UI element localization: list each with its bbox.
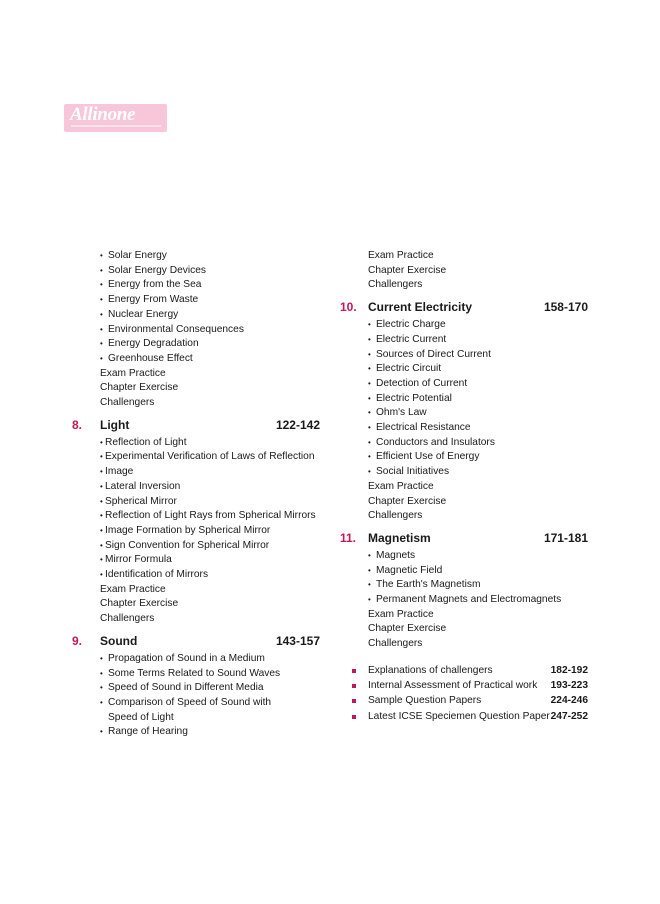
square-bullet-icon bbox=[340, 663, 368, 678]
appendix-pages: 193-223 bbox=[550, 680, 588, 692]
toc-topic: • Image bbox=[72, 465, 320, 480]
chapter-pages: 143-157 bbox=[275, 633, 320, 648]
appendix-entry[interactable] bbox=[340, 663, 588, 678]
chapter-title: Sound bbox=[100, 633, 138, 648]
toc-topic: • Permanent Magnets and Electromagnets bbox=[340, 593, 588, 608]
toc-extra: Chapter Exercise bbox=[100, 382, 179, 394]
appendix-title: Explanations of challengers bbox=[368, 664, 493, 676]
toc-extra: Challengers bbox=[368, 638, 423, 650]
chapter-pages: 171-181 bbox=[543, 530, 588, 545]
toc-topic: • Propagation of Sound in a Medium bbox=[72, 652, 320, 667]
toc-topic: • Spherical Mirror bbox=[72, 495, 320, 510]
toc-extra: Challengers bbox=[368, 279, 423, 291]
toc-topic: • Sources of Direct Current bbox=[340, 348, 588, 363]
appendix-title: Latest ICSE Speciemen Question Paper bbox=[368, 710, 550, 722]
toc-right-column bbox=[340, 249, 588, 724]
appendix-pages: 224-246 bbox=[550, 695, 588, 707]
chapter-number: 9. bbox=[72, 633, 83, 648]
square-bullet-icon bbox=[340, 709, 368, 724]
toc-extra: Chapter Exercise bbox=[368, 495, 447, 507]
toc-extra: Challengers bbox=[368, 510, 423, 522]
toc-topic: • Conductors and Insulators bbox=[340, 436, 588, 451]
toc-extra: Exam Practice bbox=[100, 367, 166, 379]
toc-extra: Challengers bbox=[100, 397, 155, 409]
toc-topic: • Solar Energy bbox=[72, 249, 320, 264]
toc-topic: • Reflection of Light bbox=[72, 436, 320, 451]
chapter-number: 11. bbox=[340, 530, 357, 545]
toc-extra: Chapter Exercise bbox=[100, 598, 179, 610]
toc-topic: • Nuclear Energy bbox=[72, 308, 320, 323]
toc-topic: • Speed of Sound in Different Media bbox=[72, 681, 320, 696]
chapter-number: 10. bbox=[340, 300, 357, 315]
square-bullet-icon bbox=[340, 693, 368, 708]
appendix-title: Sample Question Papers bbox=[368, 695, 482, 707]
chapter-heading-light[interactable] bbox=[72, 416, 320, 434]
toc-topic: • Greenhouse Effect bbox=[72, 352, 320, 367]
toc-topic: • Comparison of Speed of Sound with Speed of Light bbox=[72, 696, 320, 725]
chapter-number: 8. bbox=[72, 417, 83, 432]
appendix-pages: 247-252 bbox=[550, 710, 588, 722]
chapter-title: Light bbox=[100, 417, 130, 432]
chapter-heading-sound[interactable] bbox=[72, 632, 320, 650]
toc-extra: Exam Practice bbox=[100, 583, 166, 595]
toc-topic: • Electric Circuit bbox=[340, 362, 588, 377]
appendix-pages: 182-192 bbox=[550, 664, 588, 676]
toc-left-column bbox=[72, 249, 320, 740]
toc-topic: • Environmental Consequences bbox=[72, 323, 320, 338]
chapter-pages: 158-170 bbox=[543, 300, 588, 315]
toc-topic: • Electrical Resistance bbox=[340, 421, 588, 436]
toc-topic: • Magnets bbox=[340, 549, 588, 564]
toc-topic: • Detection of Current bbox=[340, 377, 588, 392]
toc-topic: • Energy from the Sea bbox=[72, 278, 320, 293]
toc-topic: • Electric Current bbox=[340, 333, 588, 348]
toc-topic: • Energy Degradation bbox=[72, 337, 320, 352]
appendix-title: Internal Assessment of Practical work bbox=[368, 680, 538, 692]
toc-topic: • Identification of Mirrors bbox=[72, 568, 320, 583]
toc-topic: • Experimental Verification of Laws of Reflection bbox=[72, 450, 320, 465]
toc-topic: • Electric Charge bbox=[340, 318, 588, 333]
logo bbox=[64, 104, 167, 132]
chapter-heading-magnetism[interactable] bbox=[340, 529, 588, 547]
toc-topic: • Range of Hearing bbox=[72, 725, 320, 740]
appendix-entry[interactable] bbox=[340, 709, 588, 724]
toc-topic: • The Earth's Magnetism bbox=[340, 578, 588, 593]
appendix-entry[interactable] bbox=[340, 678, 588, 693]
appendix-entry[interactable] bbox=[340, 693, 588, 708]
toc-topic: • Magnetic Field bbox=[340, 564, 588, 579]
toc-topic: • Reflection of Light Rays from Spherical Mirrors bbox=[72, 509, 320, 524]
toc-topic: • Social Initiatives bbox=[340, 465, 588, 480]
logo-text: Allinone bbox=[70, 104, 136, 125]
toc-topic: • Mirror Formula bbox=[72, 553, 320, 568]
toc-extra: Chapter Exercise bbox=[368, 264, 447, 276]
toc-topic: • Efficient Use of Energy bbox=[340, 450, 588, 465]
toc-topic: • Some Terms Related to Sound Waves bbox=[72, 667, 320, 682]
toc-topic: • Sign Convention for Spherical Mirror bbox=[72, 539, 320, 554]
toc-topic: • Solar Energy Devices bbox=[72, 264, 320, 279]
square-bullet-icon bbox=[340, 678, 368, 693]
logo-tagline-bar bbox=[71, 125, 161, 127]
toc-extra: Exam Practice bbox=[368, 480, 434, 492]
toc-topic: • Lateral Inversion bbox=[72, 480, 320, 495]
toc-extra: Exam Practice bbox=[368, 608, 434, 620]
toc-topic: • Ohm's Law bbox=[340, 406, 588, 421]
toc-extra: Chapter Exercise bbox=[368, 623, 447, 635]
toc-topic: • Electric Potential bbox=[340, 392, 588, 407]
chapter-title: Magnetism bbox=[368, 530, 431, 545]
chapter-pages: 122-142 bbox=[275, 417, 320, 432]
toc-extra: Challengers bbox=[100, 613, 155, 625]
toc-topic: • Image Formation by Spherical Mirror bbox=[72, 524, 320, 539]
toc-extra: Exam Practice bbox=[368, 250, 434, 261]
chapter-heading-current-electricity[interactable] bbox=[340, 298, 588, 316]
chapter-title: Current Electricity bbox=[368, 300, 473, 315]
toc-topic: • Energy From Waste bbox=[72, 293, 320, 308]
